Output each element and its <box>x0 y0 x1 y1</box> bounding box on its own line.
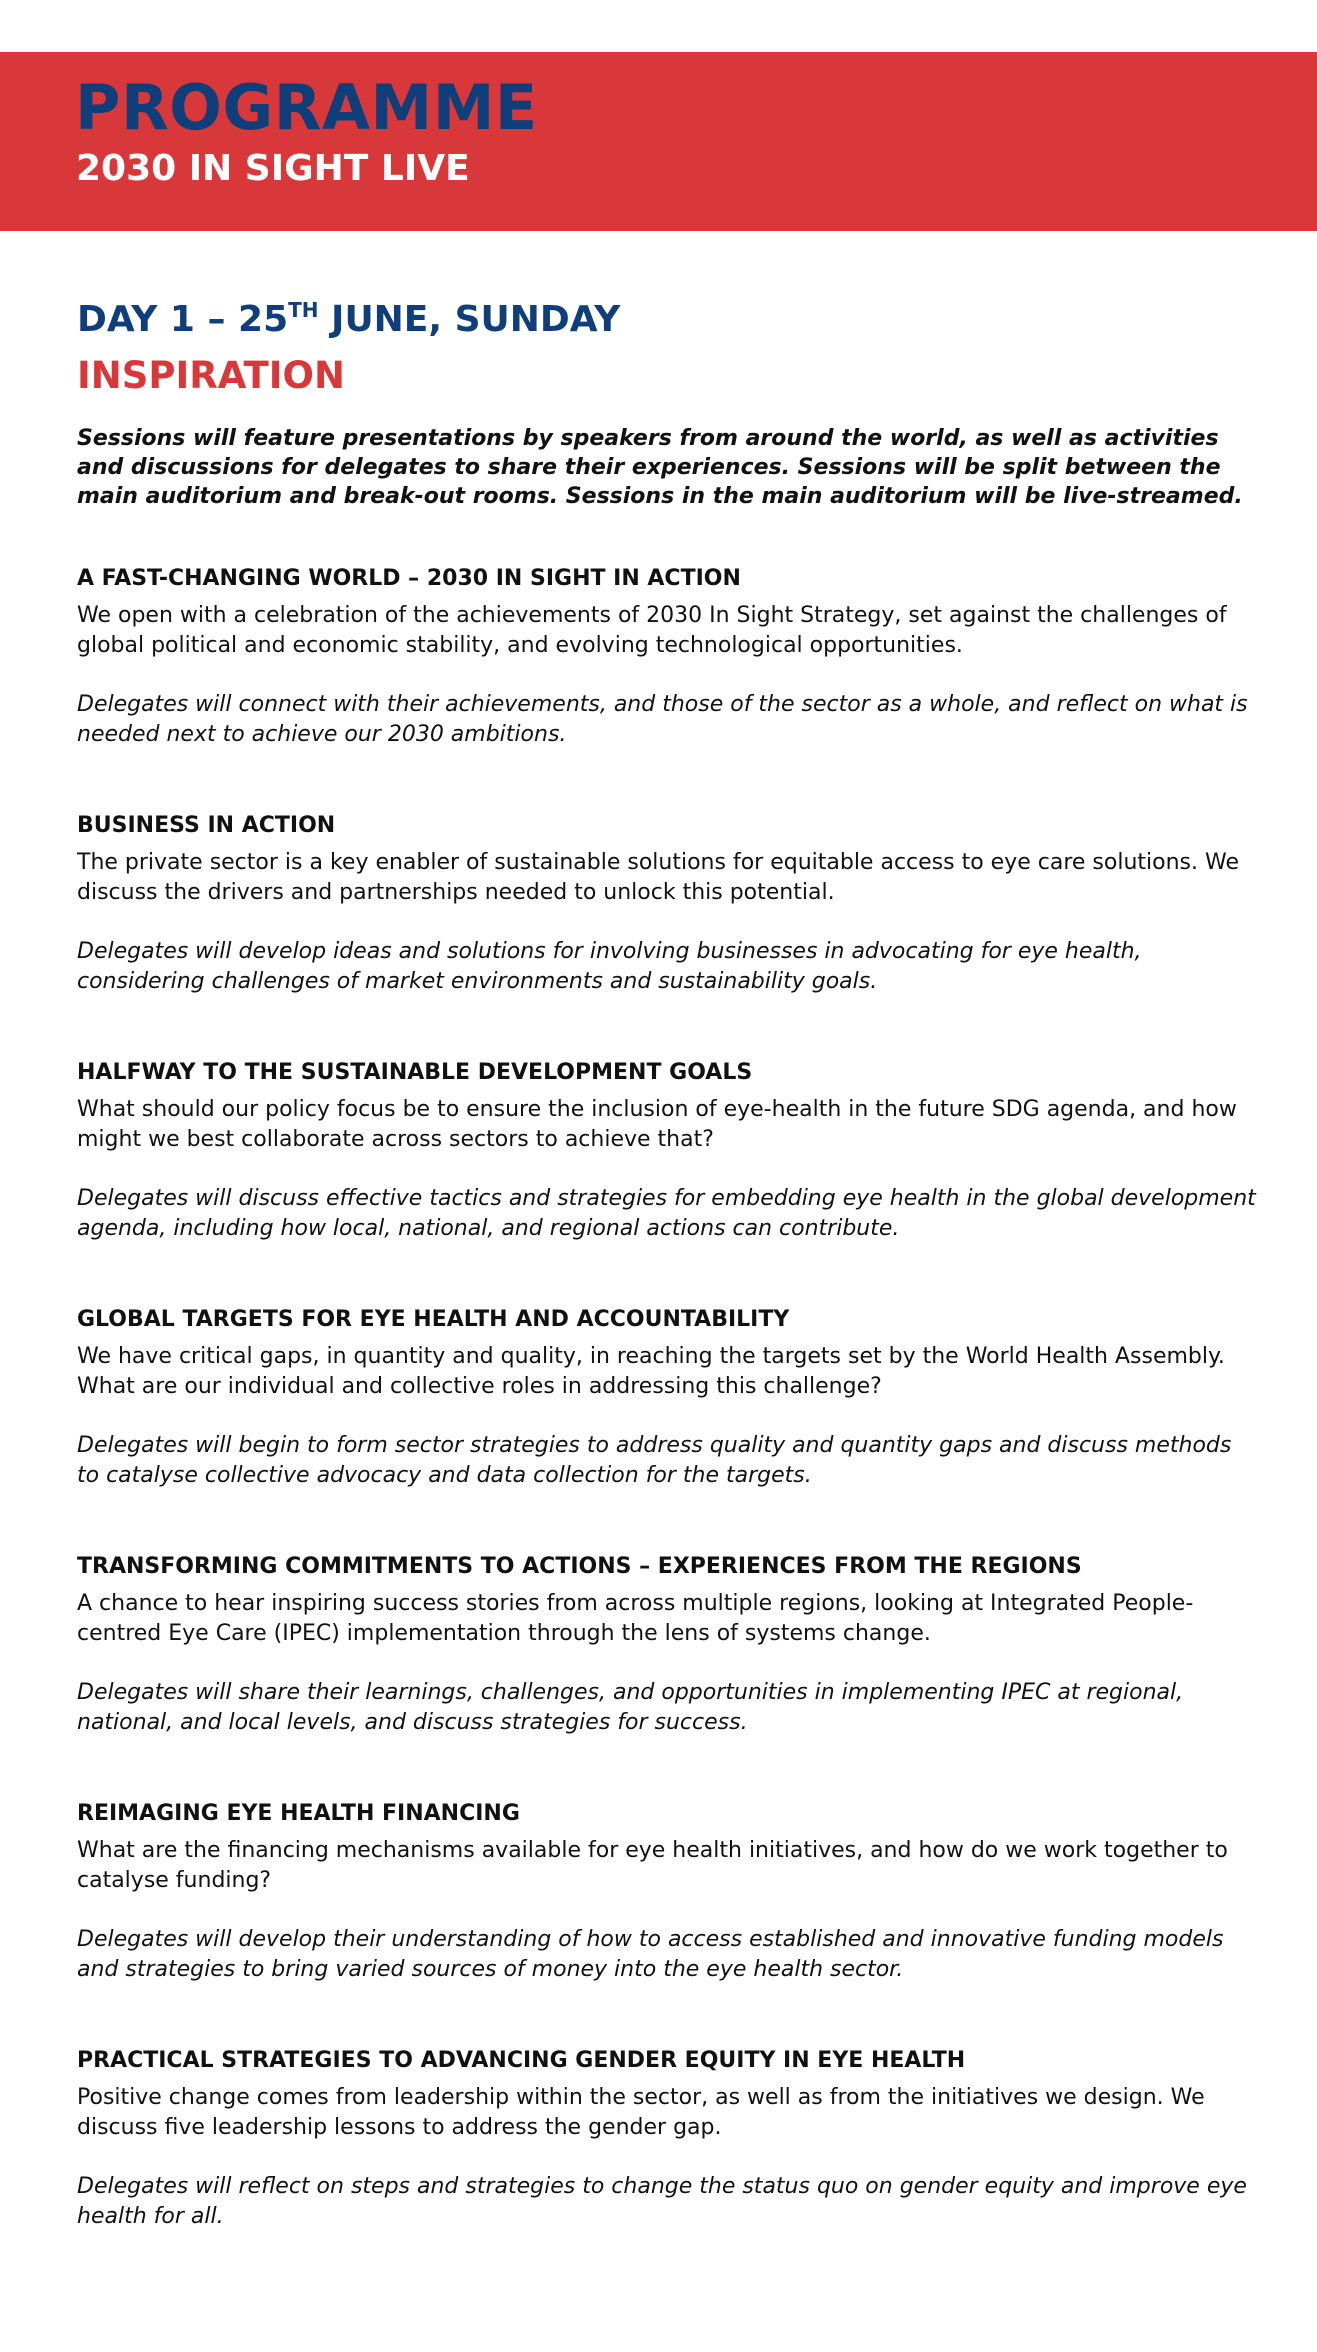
session-outcome: Delegates will begin to form sector strategies to address quality and quantity gaps and discuss methods to catalyse collective advocacy and data collection for the targets. <box>77 1433 1232 1488</box>
session-description: What are the financing mechanisms available for eye health initiatives, and how do we work together to catalyse funding? <box>77 1838 1228 1893</box>
session-description: We have critical gaps, in quantity and quality, in reaching the targets set by the World Health Assembly. What are our individual and collective roles in addressing this challenge? <box>77 1344 1225 1399</box>
session-item <box>77 812 1257 997</box>
session-description: A chance to hear inspiring success stories from across multiple regions, looking at Integrated People-centred Eye Care (IPEC) implementation through the lens of systems change. <box>77 1591 1194 1646</box>
session-item <box>77 565 1257 750</box>
session-outcome: Delegates will develop ideas and solutions for involving businesses in advocating for eye health, considering challenges of market environments and sustainability goals. <box>77 939 1142 994</box>
session-item <box>77 1800 1257 1985</box>
session-title: REIMAGING EYE HEALTH FINANCING <box>77 1801 520 1826</box>
day-heading-ordinal: TH <box>288 298 319 322</box>
session-title: GLOBAL TARGETS FOR EYE HEALTH AND ACCOUNTABILITY <box>77 1307 790 1332</box>
day-heading <box>77 290 1257 350</box>
session-item <box>77 1059 1257 1244</box>
session-item <box>77 1553 1257 1738</box>
day-theme-heading: INSPIRATION <box>77 354 345 397</box>
session-outcome: Delegates will reflect on steps and strategies to change the status quo on gender equity and improve eye health for all. <box>77 2174 1247 2229</box>
session-description: What should our policy focus be to ensure the inclusion of eye-health in the future SDG agenda, and how might we best collaborate across sectors to achieve that? <box>77 1097 1237 1152</box>
session-description: Positive change comes from leadership within the sector, as well as from the initiatives we design. We discuss five leadership lessons to address the gender gap. <box>77 2085 1205 2140</box>
session-title: PRACTICAL STRATEGIES TO ADVANCING GENDER EQUITY IN EYE HEALTH <box>77 2048 966 2073</box>
session-outcome: Delegates will discuss effective tactics and strategies for embedding eye health in the global development agenda, including how local, national, and regional actions can contribute. <box>77 1186 1256 1241</box>
programme-banner <box>0 52 1317 231</box>
session-outcome: Delegates will share their learnings, challenges, and opportunities in implementing IPEC at regional, national, and local levels, and discuss strategies for success. <box>77 1680 1184 1735</box>
session-item <box>77 2047 1257 2232</box>
day-heading-prefix: DAY 1 – 25 <box>77 299 289 340</box>
session-list <box>77 565 1257 2232</box>
day-heading-suffix: JUNE, SUNDAY <box>318 299 621 340</box>
session-title: A FAST-CHANGING WORLD – 2030 IN SIGHT IN ACTION <box>77 566 741 591</box>
programme-title: PROGRAMME <box>75 71 538 144</box>
programme-content <box>77 290 1257 2232</box>
session-outcome: Delegates will connect with their achievements, and those of the sector as a whole, and reflect on what is needed next to achieve our 2030 ambitions. <box>77 692 1248 747</box>
session-item <box>77 1306 1257 1491</box>
session-title: HALFWAY TO THE SUSTAINABLE DEVELOPMENT GOALS <box>77 1060 753 1085</box>
day-intro: Sessions will feature presentations by speakers from around the world, as well as activities and discussions for delegates to share their experiences. Sessions will be split between the main auditorium and break-out rooms. Sessions in the main auditorium will be live-streamed. <box>77 426 1243 509</box>
session-title: BUSINESS IN ACTION <box>77 813 336 838</box>
session-outcome: Delegates will develop their understanding of how to access established and innovative funding models and strategies to bring varied sources of money into the eye health sector. <box>77 1927 1224 1982</box>
event-subtitle: 2030 IN SIGHT LIVE <box>76 148 470 189</box>
session-title: TRANSFORMING COMMITMENTS TO ACTIONS – EXPERIENCES FROM THE REGIONS <box>77 1554 1082 1579</box>
session-description: The private sector is a key enabler of sustainable solutions for equitable access to eye care solutions. We discuss the drivers and partnerships needed to unlock this potential. <box>77 850 1239 905</box>
session-description: We open with a celebration of the achievements of 2030 In Sight Strategy, set against the challenges of global political and economic stability, and evolving technological opportunities. <box>77 603 1227 658</box>
